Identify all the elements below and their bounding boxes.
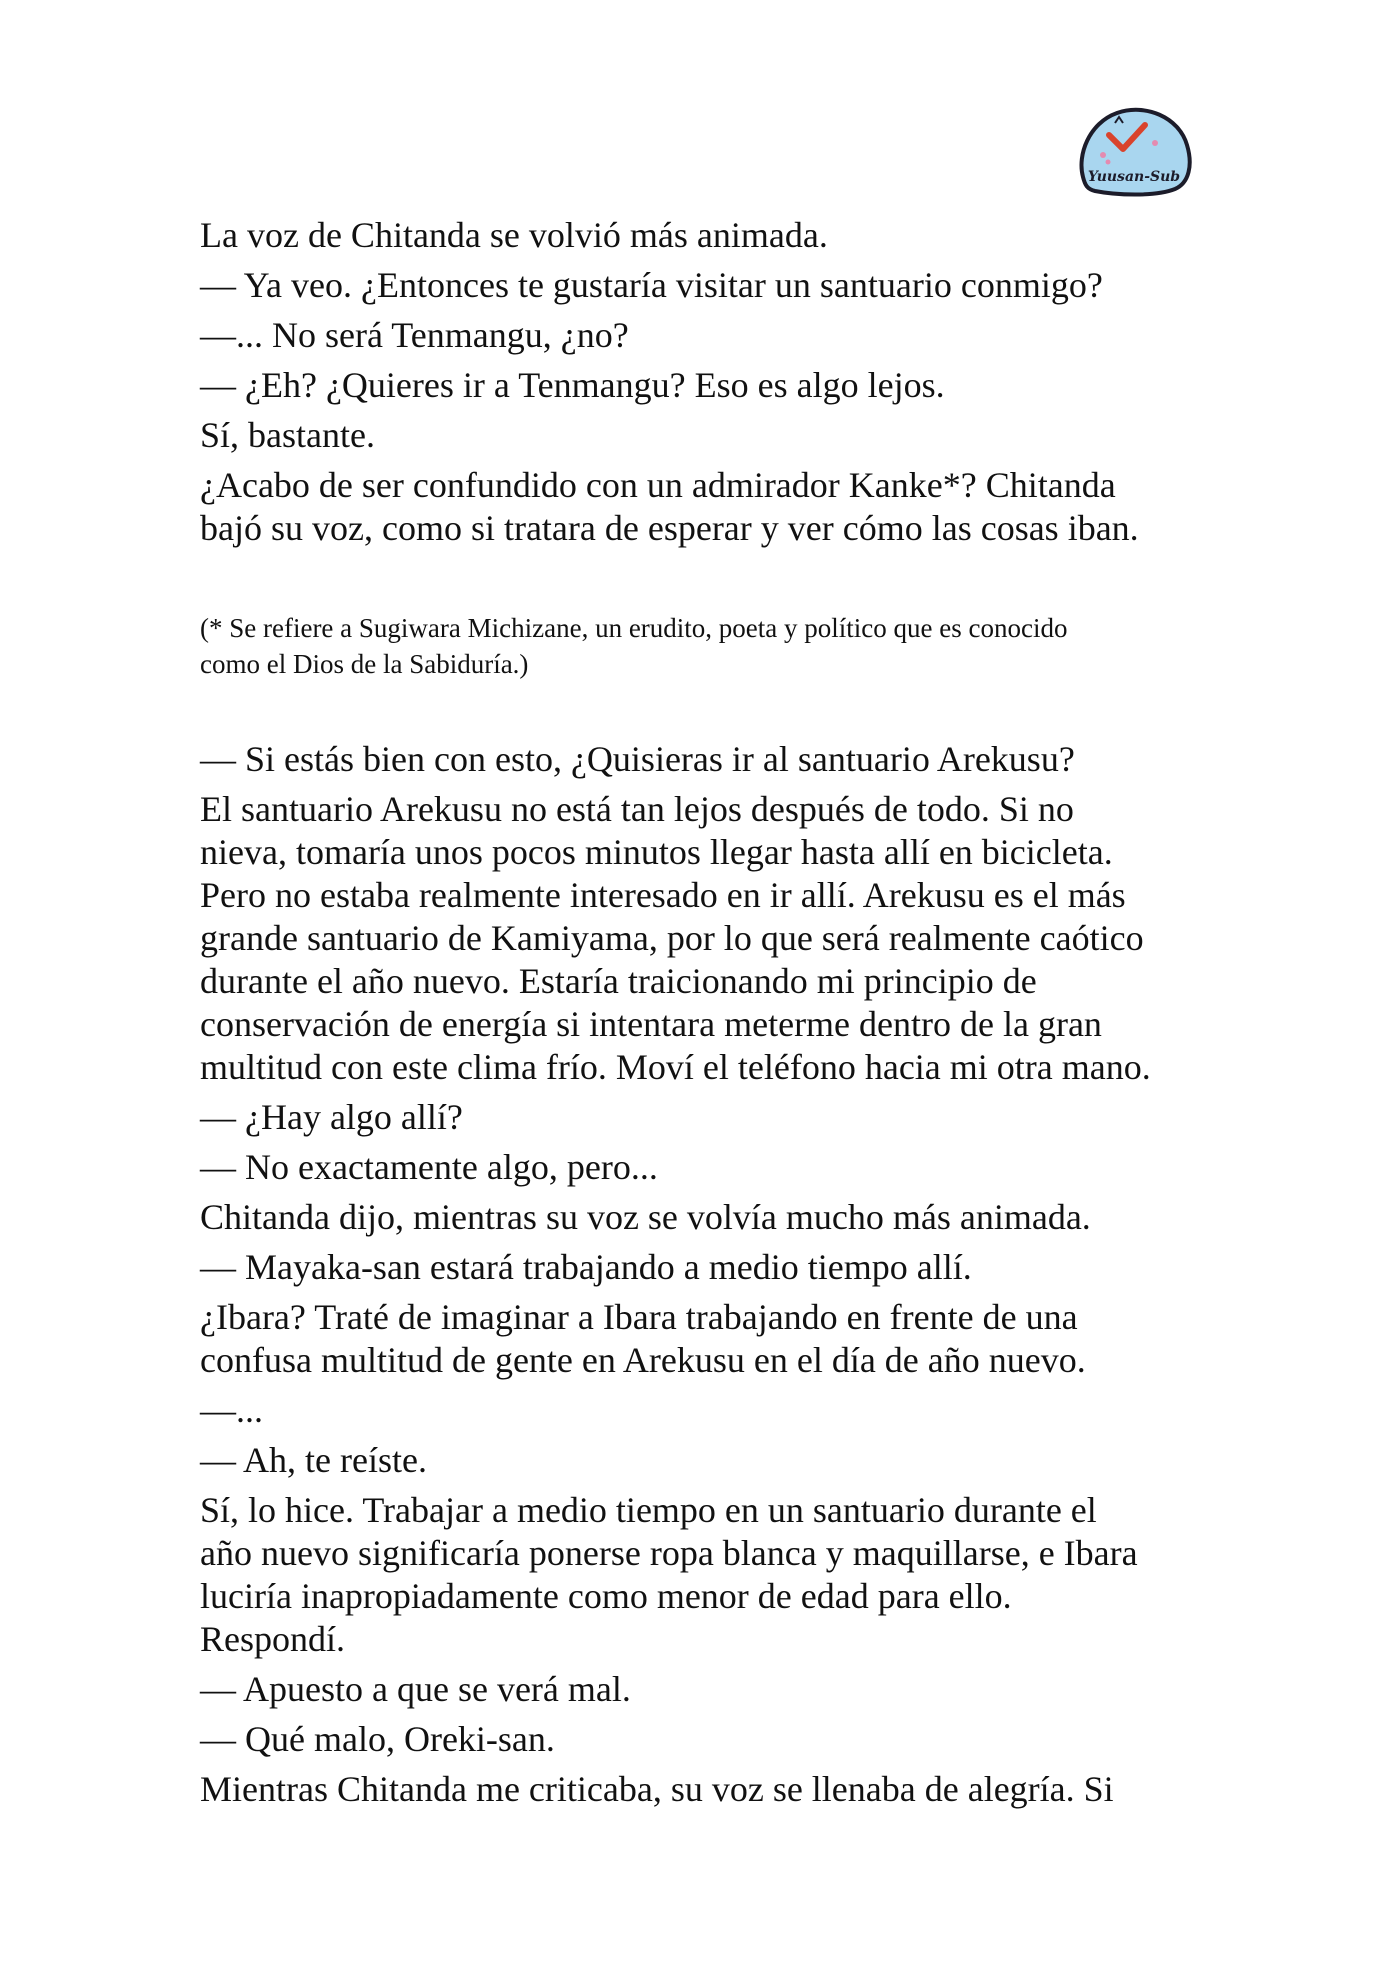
text-line: multitud con este clima frío. Moví el teléfono hacia mi otra mano. <box>200 1047 1151 1087</box>
text-line: Sí, bastante. <box>200 415 375 455</box>
paragraph <box>200 364 1210 407</box>
paragraph <box>200 1668 1210 1711</box>
logo-dot <box>1100 152 1106 158</box>
text-line: — Si estás bien con esto, ¿Quisieras ir al santuario Arekusu? <box>200 739 1075 779</box>
paragraph <box>200 1296 1210 1382</box>
paragraph <box>200 1718 1210 1761</box>
paragraph <box>200 1246 1210 1289</box>
text-line: La voz de Chitanda se volvió más animada. <box>200 215 828 255</box>
text-line: El santuario Arekusu no está tan lejos después de todo. Si no <box>200 789 1074 829</box>
text-line: — ¿Eh? ¿Quieres ir a Tenmangu? Eso es algo lejos. <box>200 365 945 405</box>
text-line: Sí, lo hice. Trabajar a medio tiempo en un santuario durante el <box>200 1490 1097 1530</box>
text-line: — ¿Hay algo allí? <box>200 1097 463 1137</box>
paragraph <box>200 1196 1210 1239</box>
paragraph <box>200 1096 1210 1139</box>
paragraph <box>200 1389 1210 1432</box>
footnote-line: (* Se refiere a Sugiwara Michizane, un erudito, poeta y político que es conocido <box>200 613 1068 643</box>
paragraph <box>200 1439 1210 1482</box>
paragraph <box>200 414 1210 457</box>
text-line: Chitanda dijo, mientras su voz se volvía mucho más animada. <box>200 1197 1091 1237</box>
text-line: luciría inapropiadamente como menor de edad para ello. <box>200 1576 1012 1616</box>
paragraph <box>200 1489 1210 1661</box>
footnote-line: como el Dios de la Sabiduría.) <box>200 649 529 679</box>
logo-text: Yuusan-Sub <box>1087 169 1181 185</box>
paragraph <box>200 264 1210 307</box>
paragraph <box>200 464 1210 550</box>
text-line: — Ah, te reíste. <box>200 1440 427 1480</box>
text-line: Respondí. <box>200 1619 346 1659</box>
paragraph <box>200 1768 1210 1811</box>
yuusan-sub-logo <box>1075 105 1193 197</box>
body-text-main <box>200 738 1210 1818</box>
paragraph <box>200 788 1210 1089</box>
text-line: grande santuario de Kamiyama, por lo que será realmente caótico <box>200 918 1144 958</box>
text-line: conservación de energía si intentara meterme dentro de la gran <box>200 1004 1102 1044</box>
text-line: confusa multitud de gente en Arekusu en el día de año nuevo. <box>200 1340 1086 1380</box>
text-line: — No exactamente algo, pero... <box>200 1147 658 1187</box>
paragraph <box>200 738 1210 781</box>
footnote <box>200 610 1210 682</box>
text-line: — Ya veo. ¿Entonces te gustaría visitar un santuario conmigo? <box>200 265 1103 305</box>
text-line: —... <box>200 1390 263 1430</box>
paragraph <box>200 1146 1210 1189</box>
text-line: — Mayaka-san estará trabajando a medio tiempo allí. <box>200 1247 972 1287</box>
text-line: ¿Ibara? Traté de imaginar a Ibara trabajando en frente de una <box>200 1297 1078 1337</box>
text-line: Mientras Chitanda me criticaba, su voz se llenaba de alegría. Si <box>200 1769 1114 1809</box>
logo-dot <box>1152 140 1158 146</box>
text-line: —... No será Tenmangu, ¿no? <box>200 315 629 355</box>
text-line: — Qué malo, Oreki-san. <box>200 1719 555 1759</box>
paragraph <box>200 214 1210 257</box>
text-line: — Apuesto a que se verá mal. <box>200 1669 631 1709</box>
text-line: durante el año nuevo. Estaría traicionando mi principio de <box>200 961 1037 1001</box>
text-line: año nuevo significaría ponerse ropa blanca y maquillarse, e Ibara <box>200 1533 1138 1573</box>
paragraph <box>200 314 1210 357</box>
body-text-top <box>200 214 1210 557</box>
text-line: bajó su voz, como si tratara de esperar y ver cómo las cosas iban. <box>200 508 1139 548</box>
logo-dot <box>1106 160 1111 165</box>
text-line: nieva, tomaría unos pocos minutos llegar hasta allí en bicicleta. <box>200 832 1113 872</box>
text-line: ¿Acabo de ser confundido con un admirador Kanke*? Chitanda <box>200 465 1116 505</box>
text-line: Pero no estaba realmente interesado en ir allí. Arekusu es el más <box>200 875 1126 915</box>
